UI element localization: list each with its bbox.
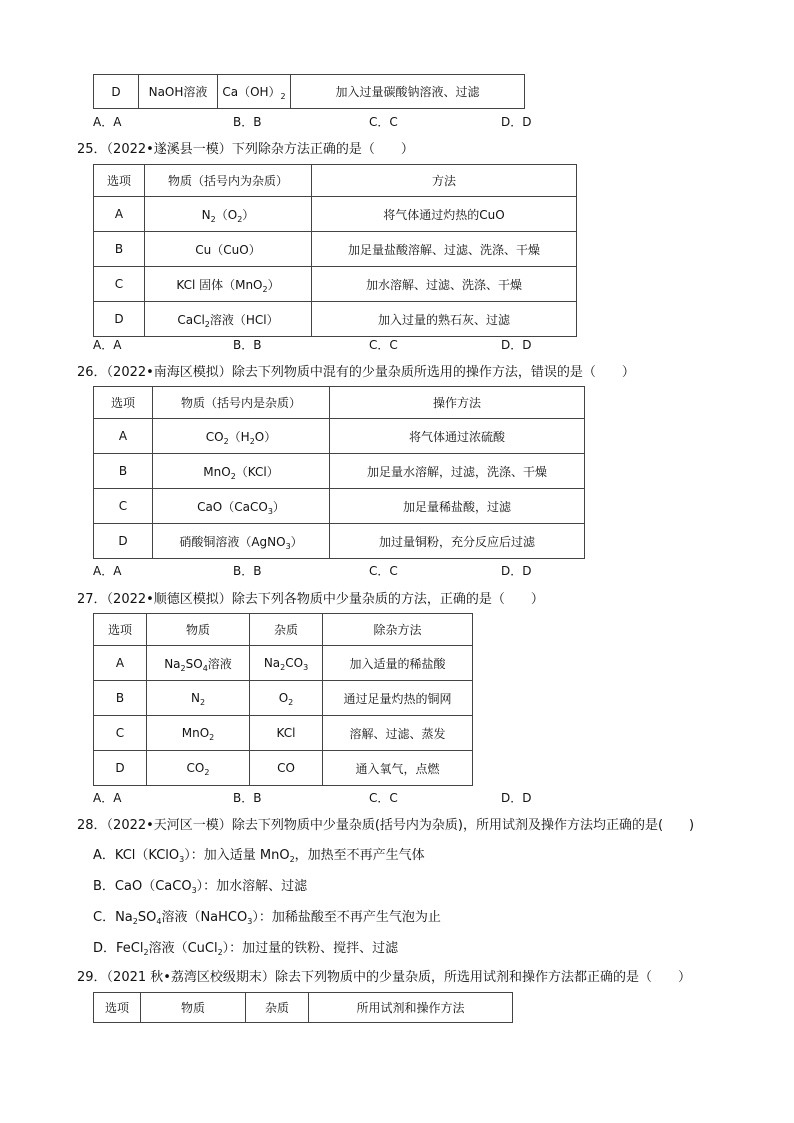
top-table bbox=[93, 74, 525, 109]
table-cell: KCl bbox=[250, 716, 323, 751]
table-cell: 硝酸铜溶液（AgNO$_3$） bbox=[153, 524, 330, 559]
table-header: 选项 bbox=[94, 387, 153, 419]
table-header: 方法 bbox=[312, 165, 577, 197]
table-cell: 加入适量的稀盐酸 bbox=[323, 646, 473, 681]
table-header: 选项 bbox=[94, 165, 145, 197]
question-27-table bbox=[93, 613, 473, 786]
table-header: 物质（括号内是杂质） bbox=[153, 387, 330, 419]
choice-d[interactable]: D．D bbox=[501, 115, 532, 129]
table-cell: D bbox=[94, 302, 145, 337]
table-cell: A bbox=[94, 197, 145, 232]
choice-a[interactable]: A．A bbox=[93, 564, 122, 578]
table-cell: 通过足量灼热的铜网 bbox=[323, 681, 473, 716]
table-cell: $N_2$ bbox=[147, 681, 250, 716]
choice-d[interactable]: D．D bbox=[501, 564, 532, 578]
table-row bbox=[94, 197, 577, 232]
table-header: 物质 bbox=[141, 993, 246, 1023]
table-cell: 加足量水溶解，过滤，洗涤、干燥 bbox=[330, 454, 585, 489]
table-cell: B bbox=[94, 454, 153, 489]
table-cell: $Na_2CO_3$ bbox=[250, 646, 323, 681]
table-header: 杂质 bbox=[250, 614, 323, 646]
table-cell: KCl 固体（MnO$_2$） bbox=[145, 267, 312, 302]
table-row bbox=[94, 489, 585, 524]
choice-d[interactable]: D．D bbox=[501, 791, 532, 805]
answer-choices bbox=[93, 789, 533, 805]
table-cell: $O_2$ bbox=[250, 681, 323, 716]
question-29-table bbox=[93, 992, 513, 1023]
answer-choices bbox=[93, 336, 533, 352]
question-26-stem: 26．（2022•南海区模拟）除去下列物质中混有的少量杂质所选用的操作方法，错误的是（ ） bbox=[77, 365, 635, 380]
table-cell: CO bbox=[250, 751, 323, 786]
table-row bbox=[94, 419, 585, 454]
table-cell: $CO_2$ bbox=[147, 751, 250, 786]
choice-b[interactable]: B．B bbox=[233, 115, 262, 129]
table-header: 杂质 bbox=[246, 993, 309, 1023]
table-cell: CaCl$_2$溶液（HCl） bbox=[145, 302, 312, 337]
answer-choices bbox=[93, 113, 533, 129]
choice-b[interactable]: B．B bbox=[233, 791, 262, 805]
table-cell: 加水溶解、过滤、洗涤、干燥 bbox=[312, 267, 577, 302]
table-cell: $Na_2SO_4$溶液 bbox=[147, 646, 250, 681]
question-29-stem: 29．（2021 秋•荔湾区校级期末）除去下列物质中的少量杂质，所选用试剂和操作方法都正确的是（ ） bbox=[77, 970, 691, 985]
table-cell: 将气体通过灼热的CuO bbox=[312, 197, 577, 232]
choice-d[interactable]: D．FeCl$_2$溶液（CuCl$_2$）：加过量的铁粉、搅拌、过滤 bbox=[93, 941, 399, 957]
table-cell: A bbox=[94, 646, 147, 681]
table-cell: MnO$_2$ bbox=[147, 716, 250, 751]
question-28-stem: 28．（2022•天河区一模）除去下列物质中少量杂质(括号内为杂质)，所用试剂及操作方法均正确的是( ) bbox=[77, 818, 695, 833]
table-row bbox=[94, 302, 577, 337]
table-row bbox=[94, 646, 473, 681]
table-cell: D bbox=[94, 751, 147, 786]
choice-a[interactable]: A．A bbox=[93, 115, 122, 129]
table-row bbox=[94, 267, 577, 302]
question-25-stem: 25．（2022•遂溪县一模）下列除杂方法正确的是（ ） bbox=[77, 142, 414, 157]
table-header: 物质 bbox=[147, 614, 250, 646]
choice-c[interactable]: C．C bbox=[369, 338, 398, 352]
choice-b[interactable]: B．B bbox=[233, 564, 262, 578]
choice-c[interactable]: C．C bbox=[369, 115, 398, 129]
table-row bbox=[94, 716, 473, 751]
choice-c[interactable]: C．C bbox=[369, 564, 398, 578]
table-header: 选项 bbox=[94, 993, 141, 1023]
table-cell: B bbox=[94, 232, 145, 267]
table-cell: 加过量铜粉，充分反应后过滤 bbox=[330, 524, 585, 559]
table-cell: Cu（CuO） bbox=[145, 232, 312, 267]
choice-a[interactable]: A．A bbox=[93, 791, 122, 805]
question-26-table bbox=[93, 386, 585, 559]
table-header: 物质（括号内为杂质） bbox=[145, 165, 312, 197]
choice-d[interactable]: D．D bbox=[501, 338, 532, 352]
table-row bbox=[94, 751, 473, 786]
choice-a[interactable]: A．A bbox=[93, 338, 122, 352]
table-cell: MnO$_2$（KCl） bbox=[153, 454, 330, 489]
table-header: 选项 bbox=[94, 614, 147, 646]
table-cell: NaOH溶液 bbox=[139, 75, 218, 109]
question-25-table bbox=[93, 164, 577, 337]
table-cell: 将气体通过浓硫酸 bbox=[330, 419, 585, 454]
table-cell: D bbox=[94, 75, 139, 109]
table-cell: C bbox=[94, 716, 147, 751]
table-cell: C bbox=[94, 267, 145, 302]
table-cell: $N_2(O_2)$ bbox=[145, 197, 312, 232]
table-cell: $Ca(OH)_2$ bbox=[218, 75, 291, 109]
table-cell: 加足量稀盐酸，过滤 bbox=[330, 489, 585, 524]
choice-c[interactable]: C．C bbox=[369, 791, 398, 805]
table-row bbox=[94, 681, 473, 716]
table-cell: 加足量盐酸溶解、过滤、洗涤、干燥 bbox=[312, 232, 577, 267]
table-row bbox=[94, 232, 577, 267]
choice-b[interactable]: B．B bbox=[233, 338, 262, 352]
table-header: 所用试剂和操作方法 bbox=[309, 993, 513, 1023]
question-27-stem: 27．（2022•顺德区模拟）除去下列各物质中少量杂质的方法，正确的是（ ） bbox=[77, 592, 544, 607]
table-header: 除杂方法 bbox=[323, 614, 473, 646]
table-header: 操作方法 bbox=[330, 387, 585, 419]
table-row bbox=[94, 524, 585, 559]
table-cell: CaO（CaCO$_3$） bbox=[153, 489, 330, 524]
table-cell: B bbox=[94, 681, 147, 716]
table-cell: 加入过量碳酸钠溶液、过滤 bbox=[291, 75, 525, 109]
table-cell: C bbox=[94, 489, 153, 524]
table-cell: 通入氧气，点燃 bbox=[323, 751, 473, 786]
table-cell: 加入过量的熟石灰、过滤 bbox=[312, 302, 577, 337]
choice-a[interactable]: A．KCl（KClO$_3$）：加入适量 MnO$_2$，加热至不再产生气体 bbox=[93, 848, 425, 864]
choice-b[interactable]: B．CaO（CaCO$_3$）：加水溶解、过滤 bbox=[93, 879, 308, 895]
table-cell: A bbox=[94, 419, 153, 454]
table-cell: $CO_2(H_2O)$ bbox=[153, 419, 330, 454]
table-cell: 溶解、过滤、蒸发 bbox=[323, 716, 473, 751]
table-cell: D bbox=[94, 524, 153, 559]
table-row bbox=[94, 454, 585, 489]
choice-c[interactable]: C．$Na_2SO_4$溶液（NaHCO$_3$）：加稀盐酸至不再产生气泡为止 bbox=[93, 910, 441, 926]
answer-choices bbox=[93, 562, 533, 578]
